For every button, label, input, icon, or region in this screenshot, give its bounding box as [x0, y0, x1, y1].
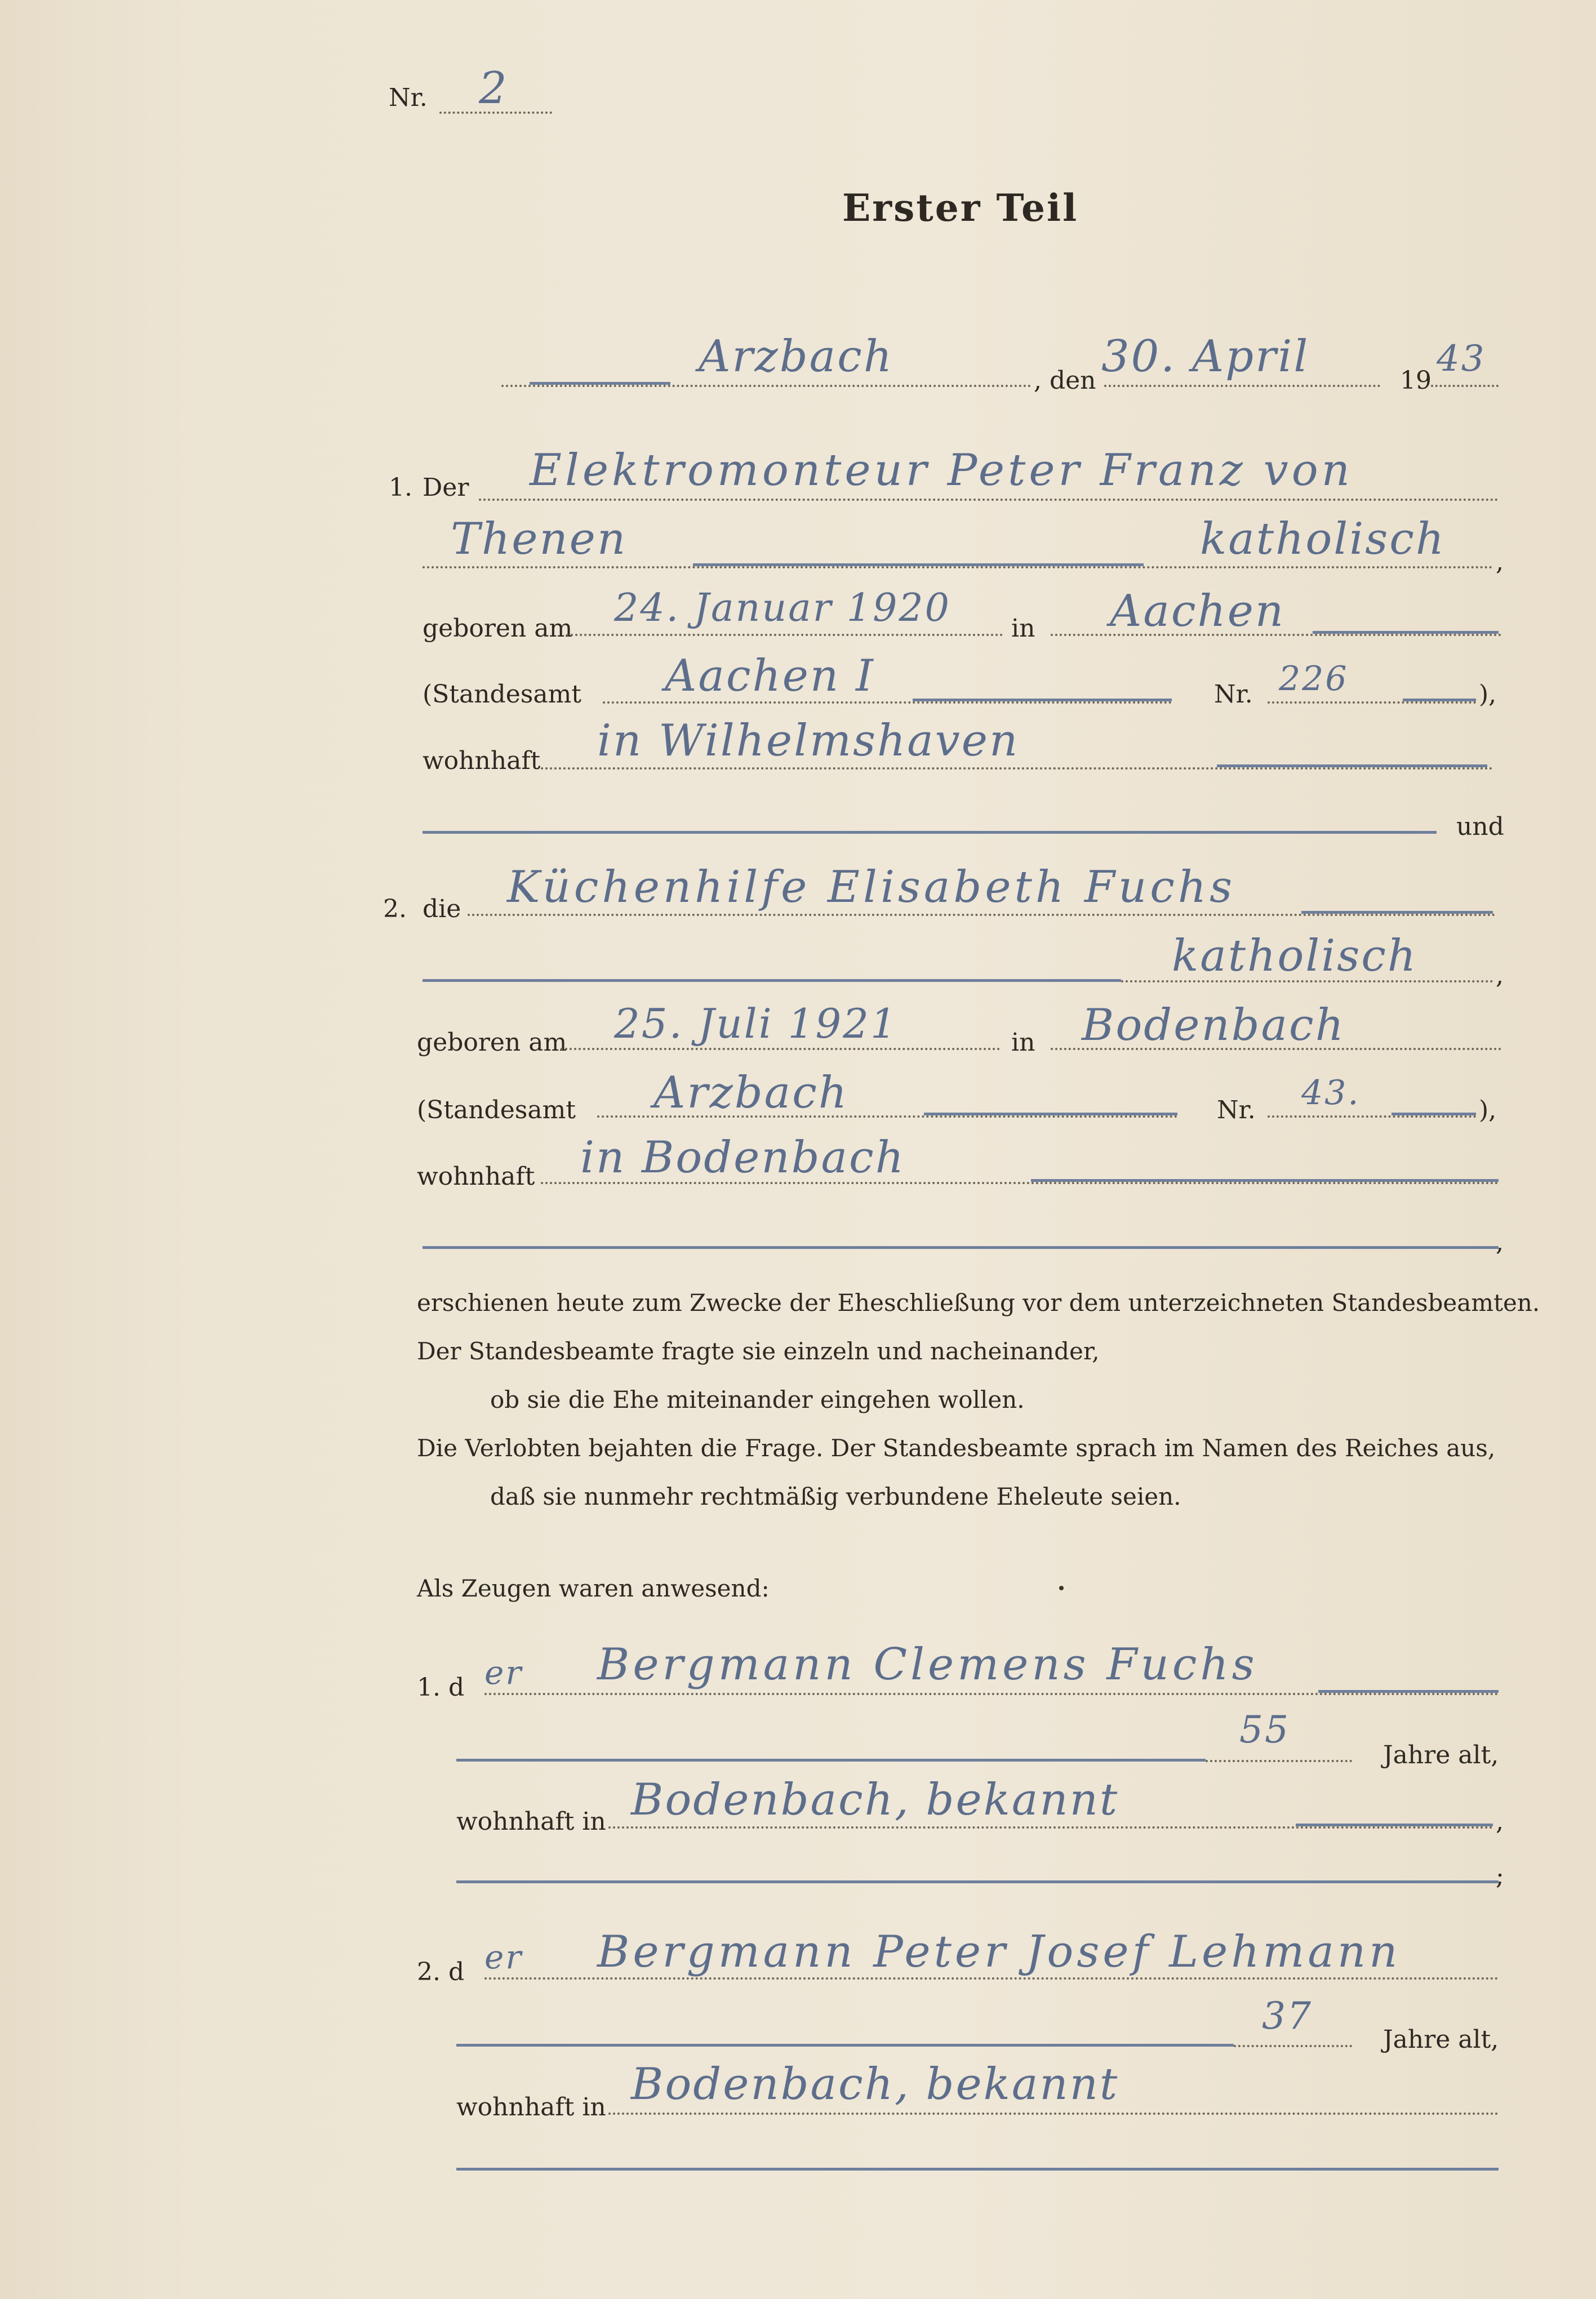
body-paragraph — [417, 1279, 1540, 1521]
p1-residence-line — [541, 767, 1493, 770]
p1-place-ink — [1313, 631, 1499, 634]
place-line — [501, 385, 1031, 387]
p2-line2-ink — [423, 979, 1121, 982]
w1-comma: , — [1496, 1807, 1504, 1836]
p2-line1-ink — [1301, 911, 1493, 914]
w2-age-label: Jahre alt, — [1383, 2025, 1499, 2054]
paper-speck — [1059, 1586, 1064, 1590]
w1-residence-label: wohnhaft in — [456, 1807, 606, 1836]
p2-occupation-name: Küchenhilfe Elisabeth Fuchs — [507, 862, 1236, 913]
p2-in-label: in — [1011, 1028, 1035, 1057]
p2-nr-ink — [1392, 1113, 1476, 1115]
p1-comma: , — [1496, 548, 1504, 576]
p2-registry-label: (Standesamt — [417, 1096, 576, 1124]
date-value: 30. April — [1101, 331, 1310, 382]
p2-residence-label: wohnhaft — [417, 1162, 535, 1191]
p1-close: ), — [1479, 680, 1497, 709]
p1-residence-label: wohnhaft — [423, 746, 541, 775]
w2-residence-line — [608, 2113, 1499, 2115]
p2-nr: 43. — [1301, 1073, 1361, 1113]
p2-index: 2. — [383, 895, 407, 923]
p2-residence: in Bodenbach — [580, 1132, 905, 1183]
p1-name-cont: Thenen — [451, 514, 628, 564]
w2-residence: Bodenbach, bekannt — [631, 2059, 1119, 2110]
p2-comma: , — [1496, 961, 1504, 990]
w2-line2-ink — [456, 2044, 1234, 2047]
nr-line — [439, 112, 552, 114]
w1-index: 1. d — [417, 1673, 465, 1702]
p1-residence-line2 — [423, 831, 1437, 834]
nr-value: 2 — [479, 63, 509, 114]
p1-born-label: geboren am — [423, 614, 573, 643]
p1-registry-ink — [913, 699, 1172, 701]
p2-comma2: , — [1496, 1228, 1504, 1257]
w2-line4 — [456, 2168, 1499, 2171]
year-prefix: 19 — [1400, 366, 1431, 395]
p1-ink-dash — [693, 563, 1144, 566]
body-line-1: erschienen heute zum Zwecke der Eheschließung vor dem unterzeichneten Standesbeamten. — [417, 1289, 1540, 1317]
p2-born-label: geboren am — [417, 1028, 567, 1057]
p1-article: Der — [423, 473, 469, 502]
p1-occupation-name: Elektromonteur Peter Franz von — [530, 445, 1353, 496]
w1-article: er — [484, 1653, 523, 1692]
place-ink-dash — [530, 382, 670, 385]
w1-end-mark: ; — [1496, 1862, 1504, 1891]
w1-line4 — [456, 1880, 1499, 1883]
p2-nr-line — [1268, 1115, 1476, 1118]
w1-residence: Bodenbach, bekannt — [631, 1775, 1119, 1825]
p1-line2 — [423, 566, 1493, 568]
p1-nr-line — [1268, 701, 1476, 704]
date-line — [1104, 385, 1380, 387]
nr-label: Nr. — [389, 83, 428, 112]
body-line-3: ob sie die Ehe miteinander eingehen wollen. — [490, 1386, 1025, 1413]
p1-nr-ink — [1403, 699, 1476, 701]
p1-residence-ink — [1217, 764, 1487, 767]
p2-article: die — [423, 895, 461, 923]
w1-name: Bergmann Clemens Fuchs — [597, 1639, 1258, 1690]
place-value: Arzbach — [699, 331, 894, 382]
p2-religion: katholisch — [1172, 931, 1418, 981]
w1-residence-ink — [1296, 1824, 1493, 1826]
w2-residence-label: wohnhaft in — [456, 2093, 606, 2122]
year-suffix: 43 — [1437, 338, 1486, 380]
w1-line1 — [484, 1693, 1499, 1695]
w1-age-line — [1206, 1760, 1352, 1762]
w2-index: 2. d — [417, 1958, 465, 1986]
w1-line2-ink — [456, 1759, 1206, 1762]
w2-article: er — [484, 1938, 523, 1976]
body-line-4: Die Verlobten bejahten die Frage. Der Standesbeamte sprach im Namen des Reiches aus, — [417, 1434, 1496, 1462]
w2-line1 — [484, 1977, 1499, 1980]
p2-registry: Arzbach — [653, 1068, 849, 1118]
p2-birth-date: 25. Juli 1921 — [614, 1000, 898, 1047]
p1-registry-line — [603, 701, 1172, 704]
p1-birth-date: 24. Januar 1920 — [614, 586, 951, 630]
p2-residence-ink — [1031, 1179, 1499, 1182]
witness-heading: Als Zeugen waren anwesend: — [417, 1575, 770, 1602]
p2-close: ), — [1479, 1096, 1497, 1124]
den-label: , den — [1034, 366, 1096, 395]
p1-nr-label: Nr. — [1214, 680, 1253, 709]
w2-age-line — [1234, 2045, 1352, 2047]
p1-line1 — [479, 499, 1499, 501]
p2-born-line — [561, 1048, 1000, 1050]
page-title: Erster Teil — [842, 186, 1079, 230]
w1-line1-ink — [1318, 1690, 1499, 1693]
p2-residence-line2 — [423, 1246, 1499, 1249]
year-line — [1431, 385, 1499, 387]
p2-birth-place: Bodenbach — [1082, 1000, 1345, 1051]
p1-nr: 226 — [1279, 659, 1349, 699]
p1-birth-place: Aachen — [1110, 586, 1286, 637]
w1-age: 55 — [1239, 1708, 1290, 1751]
p1-born-line — [566, 634, 1003, 636]
body-line-5: daß sie nunmehr rechtmäßig verbundene Eheleute seien. — [490, 1483, 1181, 1510]
p1-index: 1. — [389, 473, 412, 502]
w1-age-label: Jahre alt, — [1383, 1741, 1499, 1769]
und-label: und — [1456, 812, 1504, 841]
w2-name: Bergmann Peter Josef Lehmann — [597, 1927, 1401, 1977]
p1-registry: Aachen I — [665, 651, 875, 701]
p2-nr-label: Nr. — [1217, 1096, 1256, 1124]
p2-registry-ink — [924, 1113, 1177, 1115]
p1-religion: katholisch — [1200, 514, 1446, 564]
w2-age: 37 — [1262, 1994, 1313, 2038]
p1-residence: in Wilhelmshaven — [597, 715, 1020, 766]
w1-residence-line — [608, 1826, 1493, 1829]
body-line-2: Der Standesbeamte fragte sie einzeln und nacheinander, — [417, 1337, 1100, 1365]
p1-registry-label: (Standesamt — [423, 680, 581, 709]
p2-line1 — [468, 914, 1496, 916]
p1-in-label: in — [1011, 614, 1035, 643]
